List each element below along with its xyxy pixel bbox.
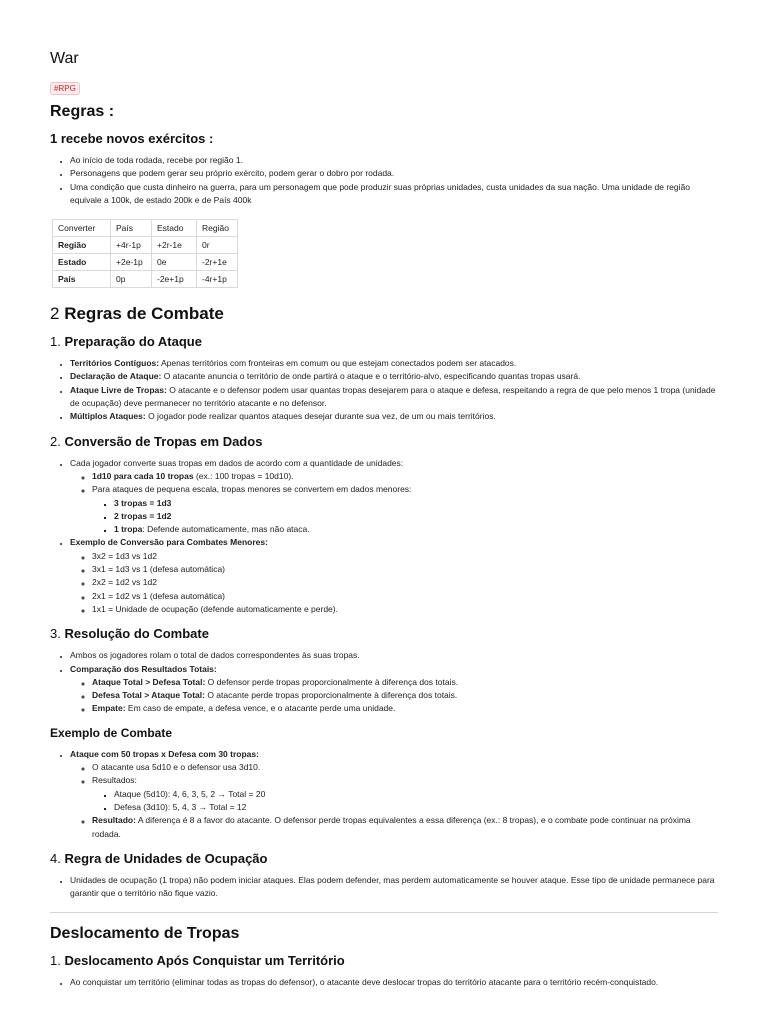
list-item: • Ambos os jogadores rolam o total de dados correspondentes às suas tropas. (70, 649, 718, 662)
list-item: ▪ Ataque (5d10): 4, 6, 3, 5, 2 → Total = 20 (114, 788, 718, 801)
section-deslocamento (50, 925, 718, 989)
list-item: • Unidades de ocupação (1 tropa) não podem iniciar ataques. Elas podem defender, mas perdem automaticamente se houver ataque. Esse tipo de unidade permanece para garantir que o território não fique vazio. (70, 874, 718, 901)
heading-number: 1. (50, 334, 61, 350)
heading-number: 2. (50, 433, 61, 449)
list-item: • Exemplo de Conversão para Combates Menores: ◦ 3x2 = 1d3 vs 1d2 ◦ 3x1 = 1d3 vs 1 (defesa automática) ◦ 2x2 = 1d2 vs 1d2 ◦ 2x1 = 1d2 vs 1 (defesa automática) ◦ 1x1 = Unidade de ocupação (defende automaticamente e perde). (70, 536, 718, 616)
section-heading (50, 434, 718, 449)
table-cell: 0r (197, 237, 238, 254)
table-header-cell: Estado (152, 220, 197, 237)
list-item: ◦ 1d10 para cada 10 tropas (ex.: 100 tropas = 10d10). (92, 470, 718, 483)
list-item: • Ataque com 50 tropas x Defesa com 30 tropas: ◦ O atacante usa 5d10 e o defensor usa 3d10. ◦ Resultados: ▪ Ataque (5d10): 4, 6, 3, 5, 2 → Total = 20 ▪ Defesa (3d10): 5, 4, 3 → Total = 12 ◦ Resultado: A diferença é 8 a favor do atacante. O defensor perde tropas equivalentes a essa diferença (ex.: 8 tropas), e o combate pode continuar na próxima rodada. (70, 748, 718, 841)
table-header-cell: País (111, 220, 152, 237)
heading-text: Resolução do Combate (64, 626, 209, 642)
list-item: ◦ Defesa Total > Ataque Total: O atacante perde tropas proporcionalmente à diferença dos totais. (92, 689, 718, 702)
bullet-list (50, 874, 718, 901)
list-item: • Personagens que podem gerar seu próprio exército, podem gerar o dobro por rodada. (70, 167, 718, 180)
subsection-heading (50, 953, 718, 968)
combat-rules-heading (50, 304, 718, 324)
list-item: ◦ Ataque Total > Defesa Total: O defensor perde tropas proporcionalmente à diferença dos totais. (92, 676, 718, 689)
list-item: • Múltiplos Ataques: O jogador pode realizar quantos ataques desejar durante sua vez, de um ou mais territórios. (70, 410, 718, 423)
list-item: ▪ 3 tropas = 1d3 (114, 497, 718, 510)
bullet-list (50, 154, 718, 207)
heading-number: 1. (50, 953, 61, 969)
heading-text: Conversão de Tropas em Dados (64, 433, 263, 449)
table-cell: 0e (152, 254, 197, 271)
table-header-cell: Região (197, 220, 238, 237)
tag-badge[interactable]: #RPG (50, 82, 80, 95)
section-divider (50, 912, 718, 913)
sub-list (92, 788, 718, 815)
list-item: • Ao início de toda rodada, recebe por região 1. (70, 154, 718, 167)
list-item: • Declaração de Ataque: O atacante anuncia o território de onde partirá o ataque e o território-alvo, especificando quantas tropas usará. (70, 370, 718, 383)
list-item: • Territórios Contíguos: Apenas territórios com fronteiras em comum ou que estejam conectados podem ser atacados. (70, 357, 718, 370)
section-heading: 1 recebe novos exércitos : (50, 131, 214, 146)
section-conversao (50, 434, 718, 617)
bullet-list (50, 457, 718, 617)
heading-number: 4. (50, 850, 61, 866)
bullet-list (50, 976, 718, 989)
table-header-row (53, 220, 238, 237)
section-novos-exercitos (50, 131, 718, 207)
bullet-list (50, 748, 718, 841)
heading-text: Regra de Unidades de Ocupação (64, 850, 268, 866)
list-item: ◦ Empate: Em caso de empate, a defesa vence, e o atacante perde uma unidade. (92, 702, 718, 715)
list-item: ▪ 2 tropas = 1d2 (114, 510, 718, 523)
heading-number: 3. (50, 626, 61, 642)
table-row-header: Estado (53, 254, 111, 271)
list-item: ◦ Para ataques de pequena escala, tropas menores se convertem em dados menores: ▪ 3 tropas = 1d3 ▪ 2 tropas = 1d2 ▪ 1 tropa: Defende automaticamente, mas não ataca. (92, 483, 718, 536)
list-item: ◦ O atacante usa 5d10 e o defensor usa 3d10. (92, 761, 718, 774)
sub-list (92, 497, 718, 537)
list-item: • Ataque Livre de Tropas: O atacante e o defensor podem usar quantas tropas desejarem para o ataque e defesa, respeitando a regra de que pelo menos 1 tropa (unidade de ocupação) deve permanecer no território atacante e no defensor. (70, 384, 718, 411)
table-row-header: País (53, 271, 111, 288)
list-item: ◦ 2x1 = 1d2 vs 1 (defesa automática) (92, 590, 718, 603)
section-ocupacao (50, 851, 718, 901)
table-cell: -4r+1p (197, 271, 238, 288)
list-item: ▪ 1 tropa: Defende automaticamente, mas não ataca. (114, 523, 718, 536)
heading-text: Preparação do Ataque (64, 334, 202, 350)
conversion-table (52, 219, 238, 288)
heading-text: Deslocamento Após Conquistar um Território (64, 953, 345, 969)
list-item: ◦ 2x2 = 1d2 vs 1d2 (92, 576, 718, 589)
list-item: • Cada jogador converte suas tropas em dados de acordo com a quantidade de unidades: ◦ 1d10 para cada 10 tropas (ex.: 100 tropas = 10d10). ◦ Para ataques de pequena escala, tropas menores se convertem em dados menores: ▪ 3 tropas = 1d3 ▪ 2 tropas = 1d2 ▪ 1 tropa: Defende automaticamente, mas não ataca. (70, 457, 718, 537)
sub-list (70, 470, 718, 536)
list-item: ◦ 3x2 = 1d3 vs 1d2 (92, 550, 718, 563)
list-item: • Comparação dos Resultados Totais: ◦ Ataque Total > Defesa Total: O defensor perde tropas proporcionalmente à diferença dos totais. ◦ Defesa Total > Ataque Total: O atacante perde tropas proporcionalmente à diferença dos totais. ◦ Empate: Em caso de empate, a defesa vence, e o atacante perde uma unidade. (70, 663, 718, 716)
regras-heading: Regras : (50, 103, 115, 120)
table-cell: +4r-1p (111, 237, 152, 254)
sub-list (70, 550, 718, 616)
table-cell: +2r-1e (152, 237, 197, 254)
list-item: ◦ Resultados: ▪ Ataque (5d10): 4, 6, 3, 5, 2 → Total = 20 ▪ Defesa (3d10): 5, 4, 3 → Total = 12 (92, 774, 718, 814)
list-item: ◦ Resultado: A diferença é 8 a favor do atacante. O defensor perde tropas equivalentes a essa diferença (ex.: 8 tropas), e o combate pode continuar na próxima rodada. (92, 814, 718, 841)
table-row (53, 271, 238, 288)
section-preparacao (50, 334, 718, 423)
section-heading (50, 334, 718, 349)
section-heading (50, 626, 718, 641)
section-heading (50, 851, 718, 866)
table-cell: +2e-1p (111, 254, 152, 271)
section-heading: Deslocamento de Tropas (50, 925, 240, 943)
page-title: War (50, 50, 79, 67)
heading-number: 2 (50, 304, 60, 324)
bullet-list (50, 357, 718, 423)
sub-list (70, 761, 718, 841)
list-item: • Uma condição que custa dinheiro na guerra, para um personagem que pode produzir suas próprias unidades, custa unidades da sua nação. Uma unidade de região equivale a 100k, de estado 200k e de País 400k (70, 181, 718, 208)
heading-text: Regras de Combate (64, 304, 224, 324)
table-cell: -2e+1p (152, 271, 197, 288)
table-row (53, 237, 238, 254)
table-row-header: Região (53, 237, 111, 254)
section-exemplo-combate (50, 726, 718, 841)
list-item: ◦ 1x1 = Unidade de ocupação (defende automaticamente e perde). (92, 603, 718, 616)
sub-list (70, 676, 718, 716)
table-row (53, 254, 238, 271)
table-header-cell: Converter (53, 220, 111, 237)
bullet-list (50, 649, 718, 715)
list-item: ▪ Defesa (3d10): 5, 4, 3 → Total = 12 (114, 801, 718, 814)
list-item: ◦ 3x1 = 1d3 vs 1 (defesa automática) (92, 563, 718, 576)
list-item: • Ao conquistar um território (eliminar todas as tropas do defensor), o atacante deve deslocar tropas do território atacante para o território recém-conquistado. (70, 976, 718, 989)
table-cell: 0p (111, 271, 152, 288)
section-heading: Exemplo de Combate (50, 725, 173, 740)
table-cell: -2r+1e (197, 254, 238, 271)
section-resolucao (50, 626, 718, 715)
